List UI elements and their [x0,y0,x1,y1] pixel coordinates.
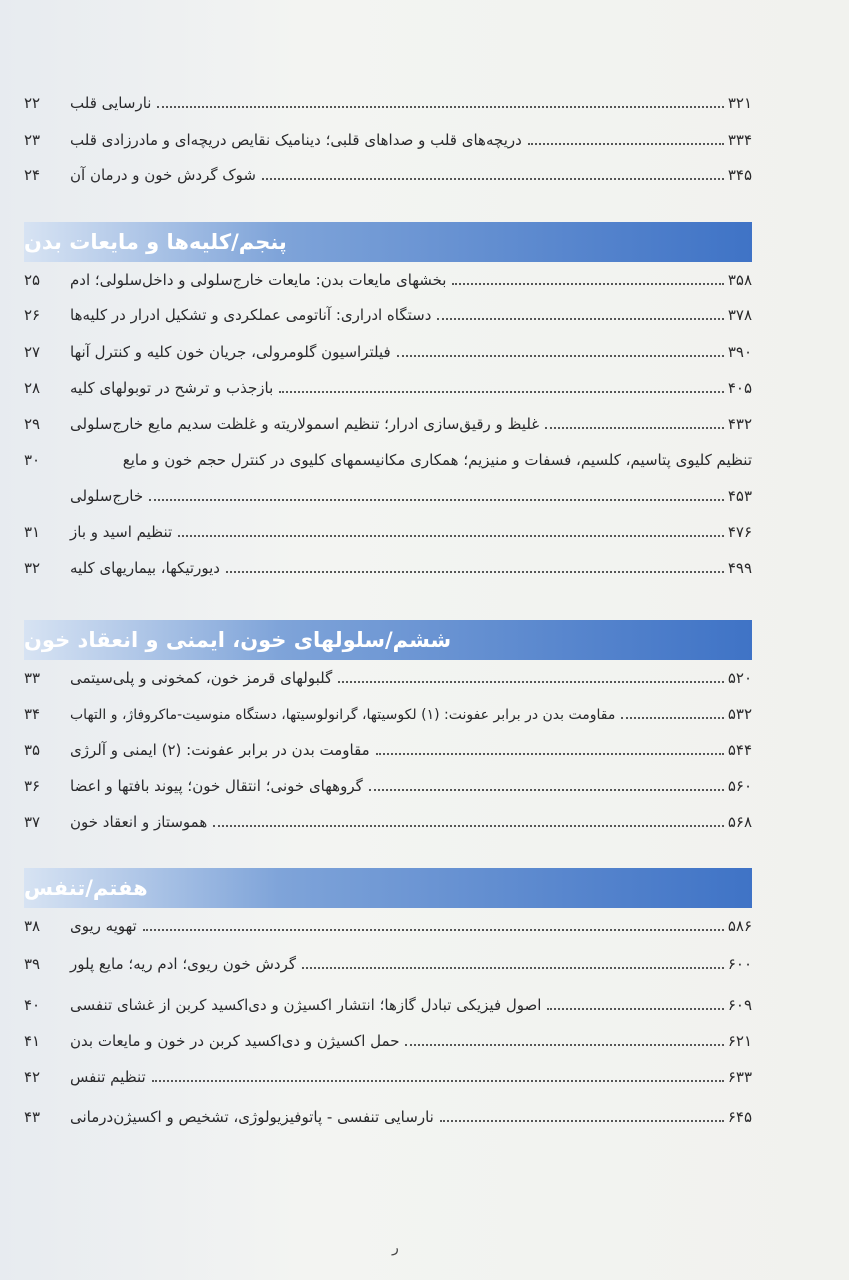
leader-dots [452,282,723,285]
part-heading-bar [24,620,752,660]
leader-dots [262,177,724,180]
leader-dots [143,928,724,931]
page-number: ۵۲۰ [727,669,752,687]
chapter-number: ۳۹ [24,955,41,973]
chapter-number: ۲۹ [24,415,41,433]
chapter-title: دیورتیکها، بیماریهای کلیه [70,559,220,577]
toc-entry[interactable] [24,813,752,831]
toc-entry-multiline[interactable] [24,451,752,469]
chapter-number: ۲۷ [24,343,41,361]
page-number: ۳۴۵ [727,166,752,184]
page-number: ۵۶۰ [727,777,752,795]
page-number: ۶۳۳ [727,1068,752,1086]
chapter-number: ۳۶ [24,777,41,795]
page-number: ۶۰۹ [727,996,752,1014]
chapter-title: بازجذب و ترشح در توبولهای کلیه [70,379,274,397]
toc-entry[interactable] [24,166,752,184]
chapter-number: ۴۱ [24,1032,41,1050]
chapter-title: دریچه‌های قلب و صداهای قلبی؛ دینامیک نقایص دریچه‌ای و مادرزادی قلب [70,131,522,149]
part-heading: هفتم/تنفس [24,876,148,900]
chapter-number: ۳۵ [24,741,41,759]
toc-entry[interactable] [24,379,752,397]
leader-dots [226,570,724,573]
chapter-title: فیلتراسیون گلومرولی، جریان خون کلیه و کنترل آنها [70,343,391,361]
toc-entry[interactable] [24,94,752,112]
page-number: ۳۳۴ [727,131,752,149]
page-number: ۴۹۹ [727,559,752,577]
chapter-title: شوک گردش خون و درمان آن [70,166,256,184]
chapter-number: ۴۲ [24,1068,41,1086]
page-number: ۳۵۸ [727,271,752,289]
toc-entry[interactable] [24,1068,752,1086]
chapter-number: ۲۵ [24,271,41,289]
toc-entry[interactable] [24,996,752,1014]
leader-dots [369,788,724,791]
chapter-number: ۴۰ [24,996,41,1014]
leader-dots [440,1119,724,1122]
page-number: ۶۲۱ [727,1032,752,1050]
chapter-title: حمل اکسیژن و دی‌اکسید کربن در خون و مایعات بدن [70,1032,400,1050]
part-heading-bar [24,222,752,262]
chapter-title: هموستاز و انعقاد خون [70,813,208,831]
chapter-number: ۲۲ [24,94,41,112]
page-number: ۳۷۸ [727,306,752,324]
chapter-title: تهویه ریوی [70,917,137,935]
toc-entry[interactable] [24,523,752,541]
chapter-number: ۳۷ [24,813,41,831]
toc-entry[interactable] [24,917,752,935]
page-number: ۵۴۴ [727,741,752,759]
page-number: ۵۸۶ [727,917,752,935]
chapter-title: گلبولهای قرمز خون، کمخونی و پلی‌سیتمی [70,669,333,687]
chapter-title: بخشهای مایعات بدن: مایعات خارج‌سلولی و داخل‌سلولی؛ ادم [70,271,447,289]
chapter-title: تنظیم اسید و باز [70,523,173,541]
chapter-title: نارسایی تنفسی - پاتوفیزیولوژی، تشخیص و اکسیژن‌درمانی [70,1108,434,1126]
chapter-title: نارسایی قلب [70,94,152,112]
toc-entry[interactable] [24,777,752,795]
chapter-number: ۳۴ [24,705,41,723]
chapter-number: ۳۸ [24,917,41,935]
toc-entry[interactable] [24,955,752,973]
page-number: ۴۵۳ [727,487,752,505]
toc-entry[interactable] [24,271,752,289]
page-number: ۴۳۲ [727,415,752,433]
page-number: ۶۴۵ [727,1108,752,1126]
leader-dots [547,1007,723,1010]
toc-entry[interactable] [24,343,752,361]
leader-dots [621,716,723,719]
chapter-number: ۳۰ [24,451,41,469]
leader-dots [157,105,723,108]
toc-entry[interactable] [24,1032,752,1050]
leader-dots [149,498,724,501]
toc-entry[interactable] [24,559,752,577]
chapter-title-line1: تنظیم کلیوی پتاسیم، کلسیم، فسفات و منیزیم؛ همکاری مکانیسمهای کلیوی در کنترل حجم خون و مایع [122,451,752,469]
chapter-title: گروههای خونی؛ انتقال خون؛ پیوند بافتها و اعضا [70,777,363,795]
leader-dots [338,680,724,683]
leader-dots [545,426,724,429]
chapter-title: گردش خون ریوی؛ ادم ریه؛ مایع پلور [70,955,296,973]
page-number: ۵۶۸ [727,813,752,831]
page-footer-mark: ر [392,1240,399,1256]
chapter-title: مقاومت بدن در برابر عفونت: (۱) لکوسیتها، گرانولوسیتها، دستگاه منوسیت-ماکروفاژ، و التهاب [70,707,616,723]
page-number: ۴۷۶ [727,523,752,541]
leader-dots [152,1079,724,1082]
chapter-title: تنظیم تنفس [70,1068,146,1086]
page-number: ۳۲۱ [727,94,752,112]
toc-entry[interactable] [24,306,752,324]
chapter-number: ۲۳ [24,131,41,149]
leader-dots [178,534,724,537]
leader-dots [437,317,723,320]
toc-entry[interactable] [24,705,752,723]
chapter-title-line2: خارج‌سلولی [70,487,144,505]
leader-dots [405,1043,723,1046]
page-number: ۶۰۰ [727,955,752,973]
chapter-number: ۳۱ [24,523,41,541]
leader-dots [397,354,724,357]
toc-entry[interactable] [24,1108,752,1126]
chapter-title: مقاومت بدن در برابر عفونت: (۲) ایمنی و آلرژی [70,741,370,759]
toc-entry[interactable] [24,669,752,687]
leader-dots [376,752,724,755]
page-number: ۵۳۲ [727,705,752,723]
toc-entry[interactable] [24,131,752,149]
chapter-number: ۲۴ [24,166,41,184]
leader-dots [302,966,724,969]
part-heading: ششم/سلولهای خون، ایمنی و انعقاد خون [24,628,452,652]
page-number: ۳۹۰ [727,343,752,361]
chapter-number: ۳۲ [24,559,41,577]
toc-entry-continuation [24,487,752,505]
toc-entry[interactable] [24,741,752,759]
leader-dots [213,824,724,827]
chapter-title: دستگاه ادراری: آناتومی عملکردی و تشکیل ادرار در کلیه‌ها [70,306,432,324]
leader-dots [528,142,724,145]
chapter-number: ۳۳ [24,669,41,687]
part-heading-bar [24,868,752,908]
chapter-number: ۴۳ [24,1108,41,1126]
part-heading: پنجم/کلیه‌ها و مایعات بدن [24,230,287,254]
chapter-number: ۲۸ [24,379,41,397]
chapter-number: ۲۶ [24,306,41,324]
chapter-title: غلیظ و رقیق‌سازی ادرار؛ تنظیم اسمولاریته و غلظت سدیم مایع خارج‌سلولی [70,415,540,433]
page-number: ۴۰۵ [727,379,752,397]
toc-entry[interactable] [24,415,752,433]
chapter-title: اصول فیزیکی تبادل گازها؛ انتشار اکسیژن و دی‌اکسید کربن از غشای تنفسی [70,996,542,1014]
leader-dots [279,390,724,393]
